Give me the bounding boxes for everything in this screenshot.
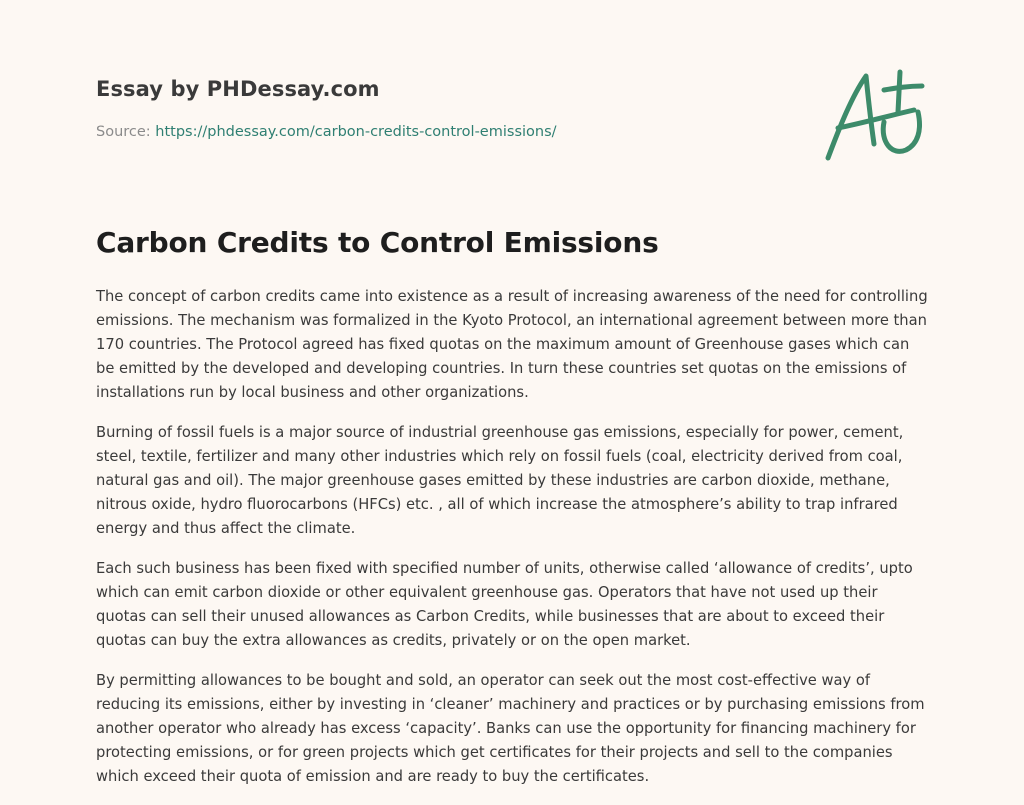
article-title: Carbon Credits to Control Emissions <box>96 226 659 259</box>
article-body <box>96 285 932 805</box>
a-plus-grade-icon <box>818 66 930 166</box>
source-link[interactable]: https://phdessay.com/carbon-credits-control-emissions/ <box>155 124 557 140</box>
site-brand: Essay by PHDessay.com <box>96 77 380 101</box>
paragraph: The concept of carbon credits came into existence as a result of increasing awareness of the need for controlling emissions. The mechanism was formalized in the Kyoto Protocol, an international agreement between more than 170 countries. The Protocol agreed has fixed quotas on the maximum amount of Greenhouse gases which can be emitted by the developed and developing countries. In turn these countries set quotas on the emissions of installations run by local business and other organizations. <box>96 288 928 401</box>
paragraph: Burning of fossil fuels is a major source of industrial greenhouse gas emissions, especially for power, cement, steel, textile, fertilizer and many other industries which rely on fossil fuels (coal, electricity derived from coal, natural gas and oil). The major greenhouse gases emitted by these industries are carbon dioxide, methane, nitrous oxide, hydro fluorocarbons (HFCs) etc. , all of which increase the atmosphere’s ability to trap infrared energy and thus affect the climate. <box>96 424 904 537</box>
source-label: Source: <box>96 124 151 140</box>
paragraph: By permitting allowances to be bought and sold, an operator can seek out the most cost-effective way of reducing its emissions, either by investing in ‘cleaner’ machinery and practices or by purchasing emissions from another operator who already has excess ‘capacity’. Banks can use the opportunity for financing machinery for protecting emissions, or for green projects which get certificates for their projects and sell to the companies which exceed their quota of emission and are ready to buy the certificates. <box>96 672 925 785</box>
paragraph: Each such business has been fixed with specified number of units, otherwise called ‘allowance of credits’, upto which can emit carbon dioxide or other equivalent greenhouse gas. Operators that have not used up their quotas can sell their unused allowances as Carbon Credits, while businesses that are about to exceed their quotas can buy the extra allowances as credits, privately or on the open market. <box>96 560 913 649</box>
source-line <box>96 124 557 140</box>
